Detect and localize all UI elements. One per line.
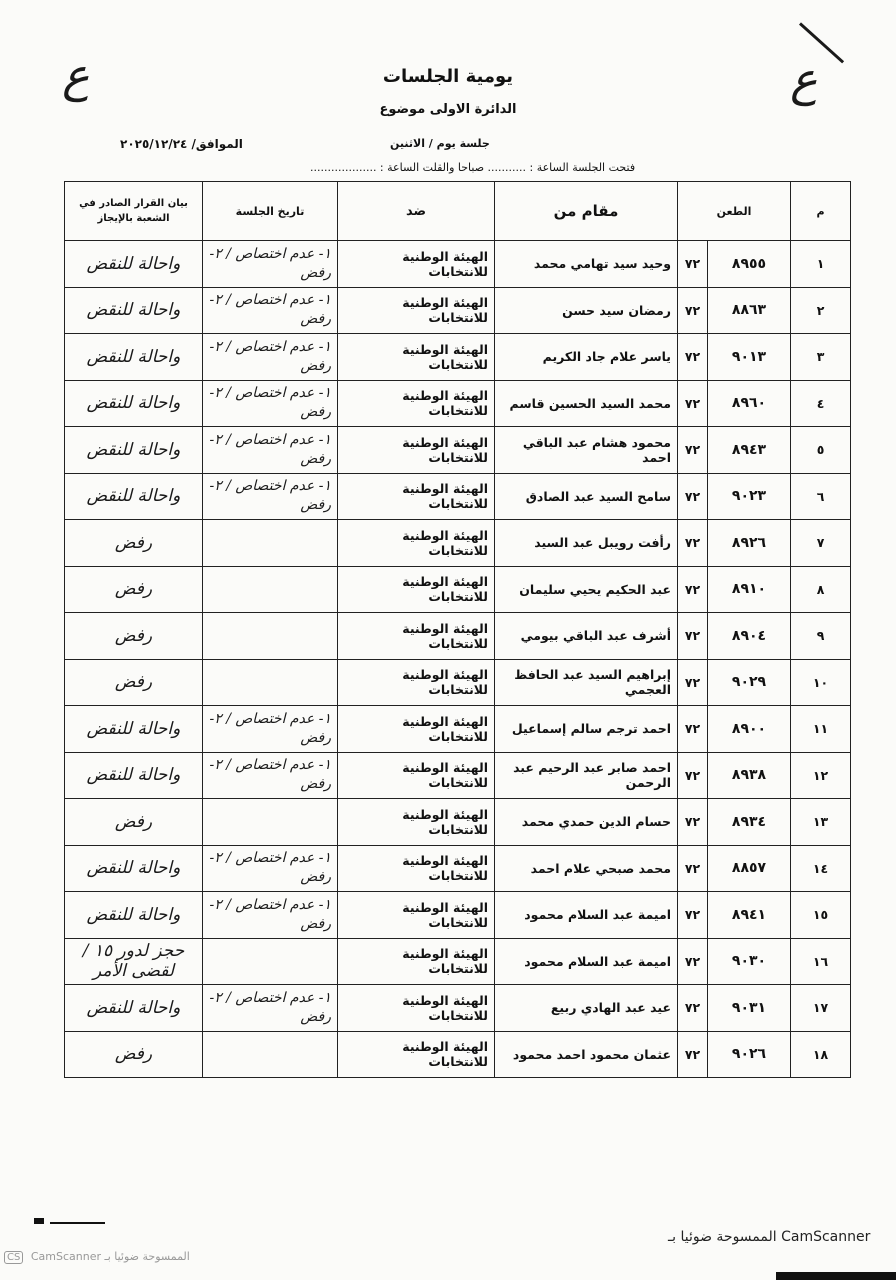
decision-note: واحالة للنقض [65, 287, 203, 334]
plaintiff-name: عيد عبد الهادي ربيع [495, 985, 678, 1032]
table-row [65, 892, 851, 939]
session-date-note: ١- عدم اختصاص / ٢- رفض [203, 427, 338, 474]
session-date-note: ١- عدم اختصاص / ٢- رفض [203, 706, 338, 753]
case-year: ٧٢ [678, 659, 708, 706]
table-row [65, 938, 851, 985]
case-year: ٧٢ [678, 1031, 708, 1078]
table-row [65, 241, 851, 288]
table-row [65, 613, 851, 660]
defendant-name: الهيئة الوطنية للانتخابات [338, 287, 495, 334]
case-number: ٨٨٥٧ [708, 845, 791, 892]
session-date-note: ١- عدم اختصاص / ٢- رفض [203, 380, 338, 427]
row-number: ٤ [791, 380, 851, 427]
case-year: ٧٢ [678, 241, 708, 288]
session-date-note [203, 938, 338, 985]
camscanner-watermark-left [4, 1250, 190, 1264]
decision-note: رفض [65, 659, 203, 706]
table-row [65, 1031, 851, 1078]
case-number: ٩٠٣٠ [708, 938, 791, 985]
case-number: ٨٩٢٦ [708, 520, 791, 567]
plaintiff-name: احمد صابر عبد الرحيم عبد الرحمن [495, 752, 678, 799]
session-date-note: ١- عدم اختصاص / ٢- رفض [203, 985, 338, 1032]
case-number: ٨٩٣٤ [708, 799, 791, 846]
plaintiff-name: اميمة عبد السلام محمود [495, 892, 678, 939]
case-year: ٧٢ [678, 334, 708, 381]
row-number: ١١ [791, 706, 851, 753]
session-date-note: ١- عدم اختصاص / ٢- رفض [203, 845, 338, 892]
session-date-note [203, 613, 338, 660]
case-year: ٧٢ [678, 473, 708, 520]
decision-note: رفض [65, 1031, 203, 1078]
decision-note: حجز لدور ١٥ / لقضى الأمر [65, 938, 203, 985]
table-row [65, 287, 851, 334]
decision-note: واحالة للنقض [65, 473, 203, 520]
defendant-name: الهيئة الوطنية للانتخابات [338, 427, 495, 474]
plaintiff-name: وحيد سيد تهامي محمد [495, 241, 678, 288]
decision-note: واحالة للنقض [65, 706, 203, 753]
session-date-note: ١- عدم اختصاص / ٢- رفض [203, 473, 338, 520]
session-date-note: ١- عدم اختصاص / ٢- رفض [203, 752, 338, 799]
defendant-name: الهيئة الوطنية للانتخابات [338, 752, 495, 799]
case-year: ٧٢ [678, 287, 708, 334]
case-number: ٩٠٣١ [708, 985, 791, 1032]
defendant-name: الهيئة الوطنية للانتخابات [338, 845, 495, 892]
header-plaintiff: مقام من [495, 182, 678, 241]
decision-note: واحالة للنقض [65, 427, 203, 474]
case-number: ٩٠٢٦ [708, 1031, 791, 1078]
defendant-name: الهيئة الوطنية للانتخابات [338, 985, 495, 1032]
case-year: ٧٢ [678, 938, 708, 985]
case-year: ٧٢ [678, 892, 708, 939]
session-time-line: فتحت الجلسة الساعة : ........... صباحا والقلت الساعة : ................... [310, 161, 636, 174]
table-header-row [65, 182, 851, 241]
scan-artifact-mark [34, 1218, 44, 1224]
document-title: يومية الجلسات [382, 66, 514, 87]
session-date-note [203, 799, 338, 846]
row-number: ٣ [791, 334, 851, 381]
defendant-name: الهيئة الوطنية للانتخابات [338, 520, 495, 567]
defendant-name: الهيئة الوطنية للانتخابات [338, 473, 495, 520]
table-row [65, 799, 851, 846]
table-row [65, 520, 851, 567]
table-row [65, 380, 851, 427]
camscanner-watermark-text: CamScanner الممسوحة ضوئيا بـ [30, 1250, 190, 1263]
case-year: ٧٢ [678, 566, 708, 613]
table-row [65, 706, 851, 753]
session-date-note: ١- عدم اختصاص / ٢- رفض [203, 241, 338, 288]
session-date-note [203, 1031, 338, 1078]
case-number: ٨٩٠٠ [708, 706, 791, 753]
header-defendant: ضد [338, 182, 495, 241]
row-number: ١٠ [791, 659, 851, 706]
plaintiff-name: عثمان محمود احمد محمود [495, 1031, 678, 1078]
row-number: ١٢ [791, 752, 851, 799]
table-body [65, 241, 851, 1078]
table-row [65, 752, 851, 799]
header-num: م [791, 182, 851, 241]
row-number: ١٦ [791, 938, 851, 985]
table-row [65, 334, 851, 381]
header-session-date: تاريخ الجلسة [203, 182, 338, 241]
decision-note: واحالة للنقض [65, 241, 203, 288]
plaintiff-name: محمود هشام عبد الباقي احمد [495, 427, 678, 474]
case-number: ٩٠٢٩ [708, 659, 791, 706]
case-year: ٧٢ [678, 985, 708, 1032]
table-row [65, 427, 851, 474]
page-number-handwritten-right: ع [790, 52, 818, 106]
table-row [65, 473, 851, 520]
table-row [65, 566, 851, 613]
session-date-note [203, 659, 338, 706]
table-row [65, 845, 851, 892]
defendant-name: الهيئة الوطنية للانتخابات [338, 241, 495, 288]
decision-note: رفض [65, 566, 203, 613]
camscanner-logo-icon: CS [4, 1251, 23, 1264]
plaintiff-name: رمضان سيد حسن [495, 287, 678, 334]
plaintiff-name: محمد السيد الحسين قاسم [495, 380, 678, 427]
row-number: ١٥ [791, 892, 851, 939]
row-number: ١٧ [791, 985, 851, 1032]
decision-note: واحالة للنقض [65, 752, 203, 799]
defendant-name: الهيئة الوطنية للانتخابات [338, 706, 495, 753]
plaintiff-name: محمد صبحي علام احمد [495, 845, 678, 892]
defendant-name: الهيئة الوطنية للانتخابات [338, 938, 495, 985]
session-day: جلسة يوم / الاثنين [390, 137, 490, 150]
defendant-name: الهيئة الوطنية للانتخابات [338, 566, 495, 613]
case-number: ٨٩٥٥ [708, 241, 791, 288]
case-number: ٨٨٦٣ [708, 287, 791, 334]
row-number: ١٣ [791, 799, 851, 846]
plaintiff-name: سامح السيد عبد الصادق [495, 473, 678, 520]
session-date: الموافق/ ٢٠٢٥/١٢/٢٤ [120, 137, 243, 151]
defendant-name: الهيئة الوطنية للانتخابات [338, 613, 495, 660]
camscanner-watermark-right: الممسوحة ضوئيا بـ CamScanner [668, 1229, 871, 1245]
session-date-note: ١- عدم اختصاص / ٢- رفض [203, 892, 338, 939]
table-row [65, 659, 851, 706]
defendant-name: الهيئة الوطنية للانتخابات [338, 799, 495, 846]
row-number: ٨ [791, 566, 851, 613]
case-year: ٧٢ [678, 752, 708, 799]
decision-note: رفض [65, 520, 203, 567]
case-year: ٧٢ [678, 613, 708, 660]
decision-note: رفض [65, 799, 203, 846]
plaintiff-name: احمد ترجم سالم إسماعيل [495, 706, 678, 753]
decision-note: رفض [65, 613, 203, 660]
row-number: ٩ [791, 613, 851, 660]
plaintiff-name: إبراهيم السيد عبد الحافظ العجمي [495, 659, 678, 706]
case-year: ٧٢ [678, 380, 708, 427]
row-number: ٧ [791, 520, 851, 567]
defendant-name: الهيئة الوطنية للانتخابات [338, 892, 495, 939]
decision-note: واحالة للنقض [65, 334, 203, 381]
row-number: ١٤ [791, 845, 851, 892]
case-number: ٨٩٣٨ [708, 752, 791, 799]
session-date-note: ١- عدم اختصاص / ٢- رفض [203, 334, 338, 381]
decision-note: واحالة للنقض [65, 845, 203, 892]
plaintiff-name: أشرف عبد الباقي بيومي [495, 613, 678, 660]
plaintiff-name: رأفت رويبل عبد السيد [495, 520, 678, 567]
session-date-note [203, 566, 338, 613]
case-year: ٧٢ [678, 706, 708, 753]
defendant-name: الهيئة الوطنية للانتخابات [338, 334, 495, 381]
circuit-title: الدائرة الاولى موضوع [379, 102, 517, 117]
plaintiff-name: حسام الدين حمدي محمد [495, 799, 678, 846]
session-date-note [203, 520, 338, 567]
plaintiff-name: اميمة عبد السلام محمود [495, 938, 678, 985]
session-date-note: ١- عدم اختصاص / ٢- رفض [203, 287, 338, 334]
table-row [65, 985, 851, 1032]
scan-edge-bar [776, 1272, 896, 1280]
plaintiff-name: ياسر علام جاد الكريم [495, 334, 678, 381]
decision-note: واحالة للنقض [65, 985, 203, 1032]
case-number: ٩٠١٣ [708, 334, 791, 381]
defendant-name: الهيئة الوطنية للانتخابات [338, 380, 495, 427]
scan-artifact-line [50, 1222, 105, 1224]
row-number: ٢ [791, 287, 851, 334]
defendant-name: الهيئة الوطنية للانتخابات [338, 1031, 495, 1078]
row-number: ١٨ [791, 1031, 851, 1078]
case-number: ٨٩٠٤ [708, 613, 791, 660]
row-number: ١ [791, 241, 851, 288]
plaintiff-name: عبد الحكيم يحيي سليمان [495, 566, 678, 613]
case-number: ٨٩٤٣ [708, 427, 791, 474]
page-number-handwritten-left: ع [62, 48, 90, 102]
defendant-name: الهيئة الوطنية للانتخابات [338, 659, 495, 706]
case-year: ٧٢ [678, 520, 708, 567]
row-number: ٦ [791, 473, 851, 520]
case-year: ٧٢ [678, 799, 708, 846]
case-number: ٩٠٢٣ [708, 473, 791, 520]
case-number: ٨٩٤١ [708, 892, 791, 939]
decision-note: واحالة للنقض [65, 892, 203, 939]
header-decision: بيان القرار الصادر في الشعبة بالإيجاز [65, 182, 203, 241]
case-number: ٨٩١٠ [708, 566, 791, 613]
case-year: ٧٢ [678, 845, 708, 892]
decision-note: واحالة للنقض [65, 380, 203, 427]
header-case: الطعن [678, 182, 791, 241]
case-year: ٧٢ [678, 427, 708, 474]
case-number: ٨٩٦٠ [708, 380, 791, 427]
sessions-register-table [64, 181, 851, 1078]
row-number: ٥ [791, 427, 851, 474]
